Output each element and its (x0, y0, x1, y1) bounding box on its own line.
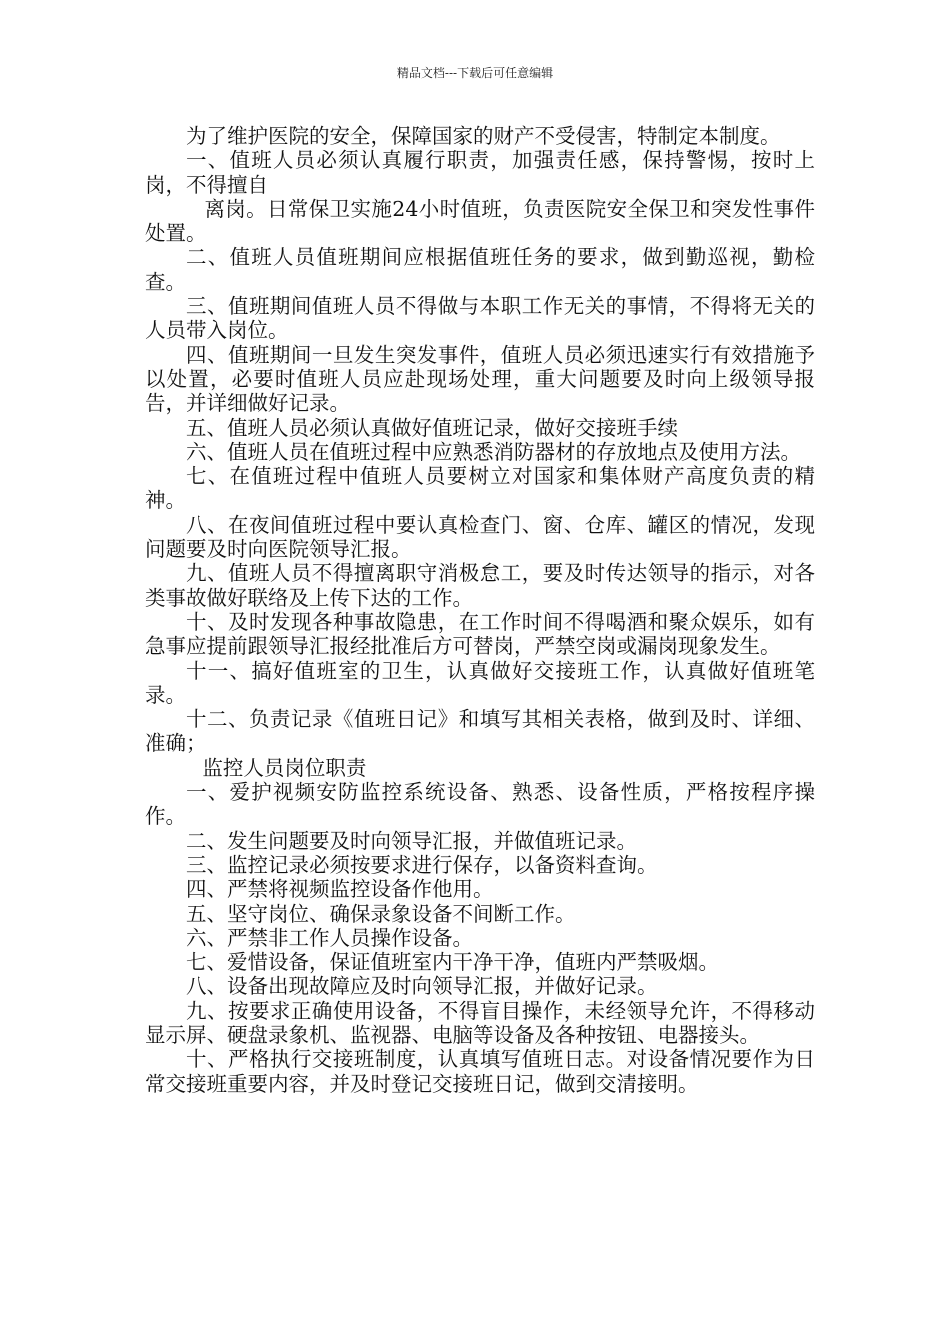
monitor-rule-4: 四、严禁将视频监控设备作他用。 (186, 877, 494, 902)
duty-rule-1-continued: 离岗。日常保卫实施24小时值班，负责医院安全保卫和突发性事件处置。 (145, 196, 815, 246)
duty-rule-10: 十、及时发现各种事故隐患，在工作时间不得喝酒和聚众娱乐，如有急事应提前跟领导汇报经批准后方可替岗，严禁空岗或漏岗现象发生。 (145, 609, 815, 659)
page-header: 精品文档---下载后可任意编辑 (396, 66, 554, 80)
duty-rule-2: 二、值班人员值班期间应根据值班任务的要求，做到勤巡视，勤检查。 (145, 245, 815, 294)
intro-paragraph: 为了维护医院的安全，保障国家的财产不受侵害，特制定本制度。 (186, 124, 781, 148)
duty-rule-7: 七、在值班过程中值班人员要树立对国家和集体财产高度负责的精神。 (145, 464, 815, 513)
duty-rule-5: 五、值班人员必须认真做好值班记录，做好交接班手续 (186, 415, 678, 440)
monitor-rule-9: 九、按要求正确使用设备，不得盲目操作，未经领导允许，不得移动显示屏、硬盘录象机、监视器、电脑等设备及各种按钮、电器接头。 (145, 998, 815, 1047)
duty-rule-9: 九、值班人员不得擅离职守消极怠工，要及时传达领导的指示，对各类事故做好联络及上传下达的工作。 (145, 561, 815, 610)
monitor-rule-6: 六、严禁非工作人员操作设备。 (186, 925, 473, 950)
monitor-rule-3: 三、监控记录必须按要求进行保存，以备资料查询。 (186, 852, 658, 877)
monitor-rule-2: 二、发生问题要及时向领导汇报，并做值班记录。 (186, 828, 637, 853)
monitor-rule-8: 八、设备出现故障应及时向领导汇报，并做好记录。 (186, 974, 658, 999)
duty-rule-6: 六、值班人员在值班过程中应熟悉消防器材的存放地点及使用方法。 (186, 439, 801, 464)
monitor-rule-5: 五、坚守岗位、确保录象设备不间断工作。 (186, 901, 576, 926)
duty-rule-12: 十二、负责记录《值班日记》和填写其相关表格，做到及时、详细、准确； (145, 707, 815, 756)
monitor-rule-1: 一、爱护视频安防监控系统设备、熟悉、设备性质，严格按程序操作。 (145, 780, 815, 829)
document-body (145, 124, 815, 1096)
monitor-rule-7: 七、爱惜设备，保证值班室内干净干净，值班内严禁吸烟。 (186, 950, 719, 975)
duty-rule-4: 四、值班期间一旦发生突发事件，值班人员必须迅速实行有效措施予以处置，必要时值班人员应赴现场处理，重大问题要及时向上级领导报告，并详细做好记录。 (145, 342, 815, 416)
duty-rule-8: 八、在夜间值班过程中要认真检查门、窗、仓库、罐区的情况，发现问题要及时向医院领导汇报。 (145, 512, 815, 562)
duty-rule-11: 十一、搞好值班室的卫生，认真做好交接班工作，认真做好值班笔录。 (145, 658, 815, 707)
duty-rule-3: 三、值班期间值班人员不得做与本职工作无关的事情，不得将无关的人员带入岗位。 (145, 294, 815, 343)
duty-rule-1: 一、值班人员必须认真履行职责，加强责任感，保持警惕，按时上岗，不得擅自 (145, 148, 815, 197)
section-heading-monitoring: 监控人员岗位职责 (202, 755, 367, 780)
monitor-rule-10: 十、严格执行交接班制度，认真填写值班日志。对设备情况要作为日常交接班重要内容，并及时登记交接班日记，做到交清接明。 (145, 1047, 815, 1096)
